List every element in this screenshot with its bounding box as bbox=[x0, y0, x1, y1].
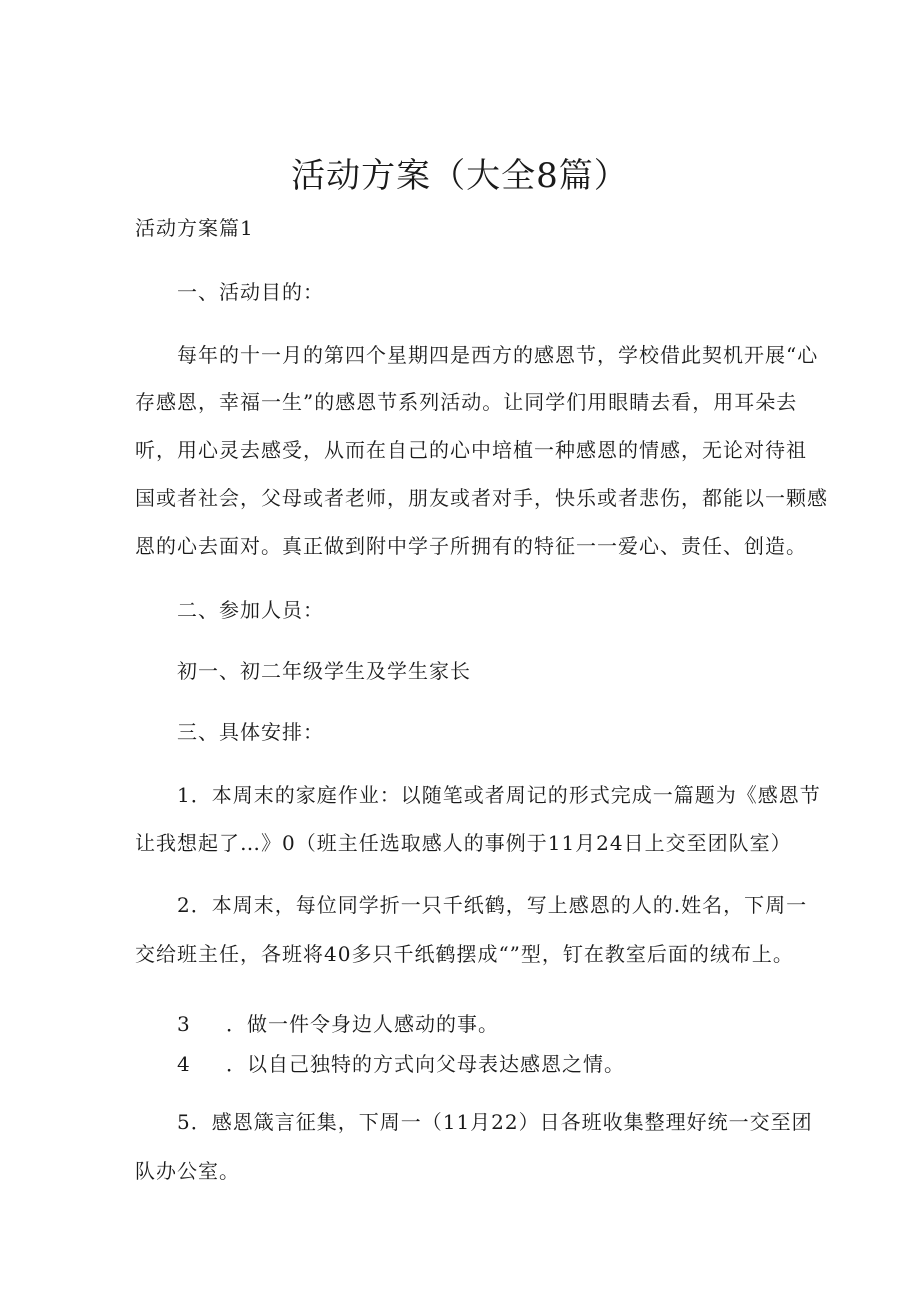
paragraph-line: 恩的心去面对。真正做到附中学子所拥有的特征一一爱心、责任、创造。 bbox=[135, 534, 807, 558]
document-title: 活动方案（大全8篇） bbox=[291, 156, 629, 196]
participants-text: 初一、初二年级学生及学生家长 bbox=[177, 659, 471, 683]
paragraph-line: 每年的十一月的第四个星期四是西方的感恩节，学校借此契机开展“心 bbox=[177, 343, 819, 367]
list-item-1-line-1: 1．本周末的家庭作业：以随笔或者周记的形式完成一篇题为《感恩节 bbox=[177, 783, 821, 807]
paragraph-line: 存感恩，幸福一生”的感恩节系列活动。让同学们用眼睛去看，用耳朵去 bbox=[135, 390, 798, 414]
list-item-4-number: 4 bbox=[177, 1052, 190, 1076]
heading-arrangement: 三、具体安排： bbox=[177, 720, 324, 744]
list-item-3-number: 3 bbox=[177, 1012, 190, 1036]
list-item-5-line-2: 队办公室。 bbox=[135, 1159, 240, 1183]
heading-purpose: 一、活动目的： bbox=[177, 280, 324, 304]
paragraph-line: 听，用心灵去感受，从而在自己的心中培植一种感恩的情感，无论对待祖 bbox=[135, 438, 807, 462]
list-item-4-text: ．以自己独特的方式向父母表达感恩之情。 bbox=[226, 1052, 625, 1076]
list-item-2-line-2: 交给班主任，各班将40多只千纸鹤摆成“”型，钉在教室后面的绒布上。 bbox=[135, 942, 794, 966]
list-item-1-line-2: 让我想起了…》0（班主任选取感人的事例于11月24日上交至团队室） bbox=[135, 831, 792, 855]
heading-participants: 二、参加人员： bbox=[177, 598, 324, 622]
section-heading: 活动方案篇1 bbox=[135, 216, 254, 240]
list-item-5-line-1: 5．感恩箴言征集，下周一（11月22）日各班收集整理好统一交至团 bbox=[177, 1110, 813, 1134]
list-item-2-line-1: 2．本周末，每位同学折一只千纸鹤，写上感恩的人的.姓名，下周一 bbox=[177, 893, 808, 917]
paragraph-line: 国或者社会，父母或者老师，朋友或者对手，快乐或者悲伤，都能以一颗感 bbox=[135, 486, 828, 510]
list-item-3-text: ．做一件令身边人感动的事。 bbox=[226, 1012, 499, 1036]
